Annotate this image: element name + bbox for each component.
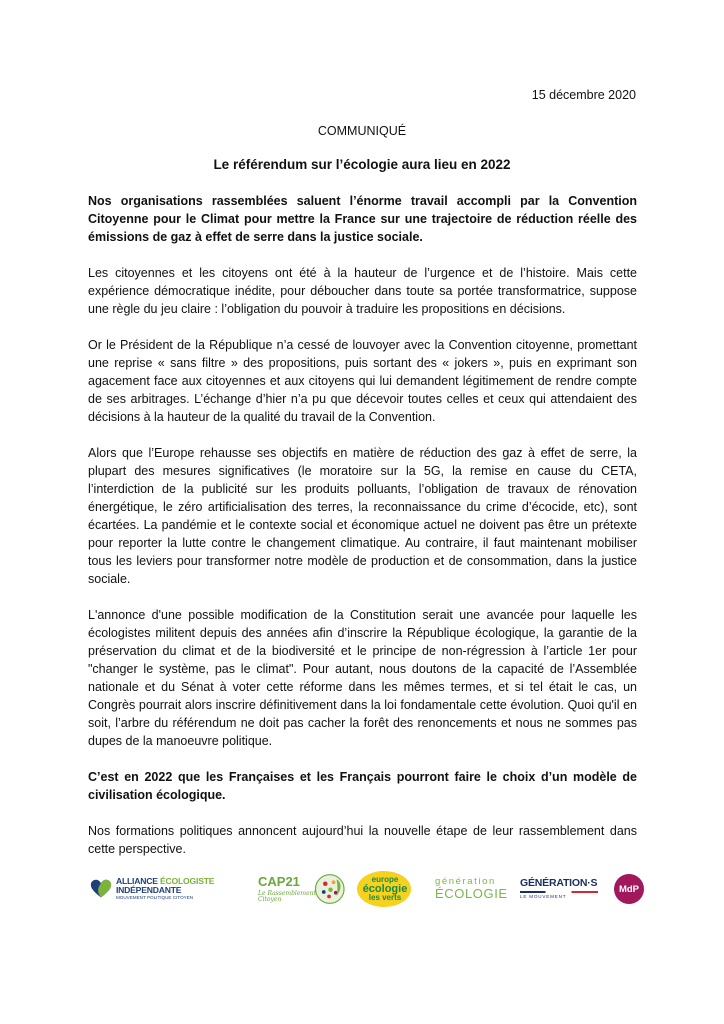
logo-generation-ecologie bbox=[435, 866, 519, 912]
generations-tagline: LE MOUVEMENT bbox=[520, 893, 567, 899]
aei-name-part: INDÉPENDANTE bbox=[115, 884, 182, 895]
logo-alliance-ecologiste bbox=[90, 866, 256, 912]
logo-mdp bbox=[614, 866, 644, 912]
logo-cap21 bbox=[258, 866, 346, 912]
cap21-tagline: Le Rassemblement Citoyen bbox=[258, 890, 316, 903]
body-paragraph: Alors que l’Europe rehausse ses objectifs en matière de réduction des gaz à effet de serre, la plupart des mesures significatives (le moratoire sur la 5G, la remise en cause du CETA, l’interdiction de la publicité sur les produits polluants, l’obligation de travaux de rénovation énergétique, le zéro artificialisation des terres, la reconnaissance du crime d’écocide, etc), sont écartées. La pandémie et le contexte social et économique actuel ne doivent pas être un prétexte pour reporter la lutte contre le changement climatique. Au contraire, il faut maintenant mobiliser tous les leviers pour transformer notre modèle de production et de consommation, dans la justice sociale. bbox=[88, 446, 637, 586]
release-date: 15 décembre 2020 bbox=[531, 88, 636, 102]
body-paragraph: Or le Président de la République n’a cessé de louvoyer avec la Convention citoyenne, promettant une reprise « sans filtre » des propositions, puis sortant des « jokers », puis en exprimant son agacement face aux citoyennes et aux citoyens qui lui demandent légitimement de rendre compte de ses arbitrages. L’échange d’hier n’a pu que décevoir toutes celles et ceux qui attendaient des décisions à la hauteur de la qualité du travail de la Convention. bbox=[88, 338, 637, 424]
globe-icon bbox=[314, 868, 346, 910]
tricolor-stripe bbox=[520, 891, 598, 893]
release-title: Le référendum sur l’écologie aura lieu en 2022 bbox=[213, 157, 511, 172]
cap21-name: CAP21 bbox=[258, 874, 300, 889]
aei-tagline: MOUVEMENT POLITIQUE CITOYEN bbox=[115, 895, 194, 901]
eelv-line: les verts bbox=[368, 893, 402, 903]
document-kind: COMMUNIQUÉ bbox=[317, 124, 407, 138]
generation-ecologie-line: ÉCOLOGIE bbox=[435, 886, 508, 902]
eelv-line: écologie bbox=[362, 882, 408, 895]
mdp-badge: MdP bbox=[614, 874, 644, 904]
generation-ecologie-line: génération bbox=[435, 876, 496, 888]
aei-name-part: ALLIANCE bbox=[115, 876, 160, 887]
generations-name: GÉNÉRATION·S bbox=[520, 877, 598, 890]
aei-name-part: ÉCOLOGISTE bbox=[159, 876, 215, 887]
body-paragraph: Les citoyennes et les citoyens ont été à la hauteur de l’urgence et de l’histoire. Mais cette expérience démocratique inédite, pour déboucher dans toute sa portée transformatrice, suppose une règle du jeu claire : l’obligation du pouvoir à traduire les propositions en décisions. bbox=[88, 266, 637, 316]
intro-paragraph: Nos organisations rassemblées saluent l’énorme travail accompli par la Convention Citoyenne pour le Climat pour mettre la France sur une trajectoire de réduction réelle des émissions de gaz à effet de serre dans la justice sociale. bbox=[88, 194, 637, 244]
partner-logos bbox=[90, 866, 640, 912]
release-body bbox=[88, 192, 637, 876]
conclusion-paragraph: C’est en 2022 que les Françaises et les Français pourront faire le choix d’un modèle de civilisation écologique. bbox=[88, 770, 637, 802]
closing-paragraph: Nos formations politiques annoncent aujourd’hui la nouvelle étape de leur rassemblement dans cette perspective. bbox=[88, 824, 637, 856]
logo-eelv bbox=[354, 866, 420, 912]
logo-generations bbox=[520, 866, 608, 912]
eelv-line: europe bbox=[371, 875, 399, 885]
heart-icon bbox=[90, 877, 112, 901]
body-paragraph: L'annonce d'une possible modification de la Constitution serait une avancée pour laquelle les écologistes militent depuis des années afin d’inscrire la République écologique, la garantie de la préservation du climat et de la biodiversité et le principe de non-régression à l’article 1er pour "changer le système, pas le climat". Pour autant, nous doutons de la capacité de l’Assemblée nationale et du Sénat à voter cette réforme dans les mêmes termes, et si tel était le cas, un Congrès pourrait alors inscrire définitivement dans la loi fondamentale cette évolution. Quoi qu'il en soit, l’arbre du référendum ne doit pas cacher la forêt des renoncements et nous ne sommes pas dupes de la manoeuvre politique. bbox=[88, 608, 637, 748]
